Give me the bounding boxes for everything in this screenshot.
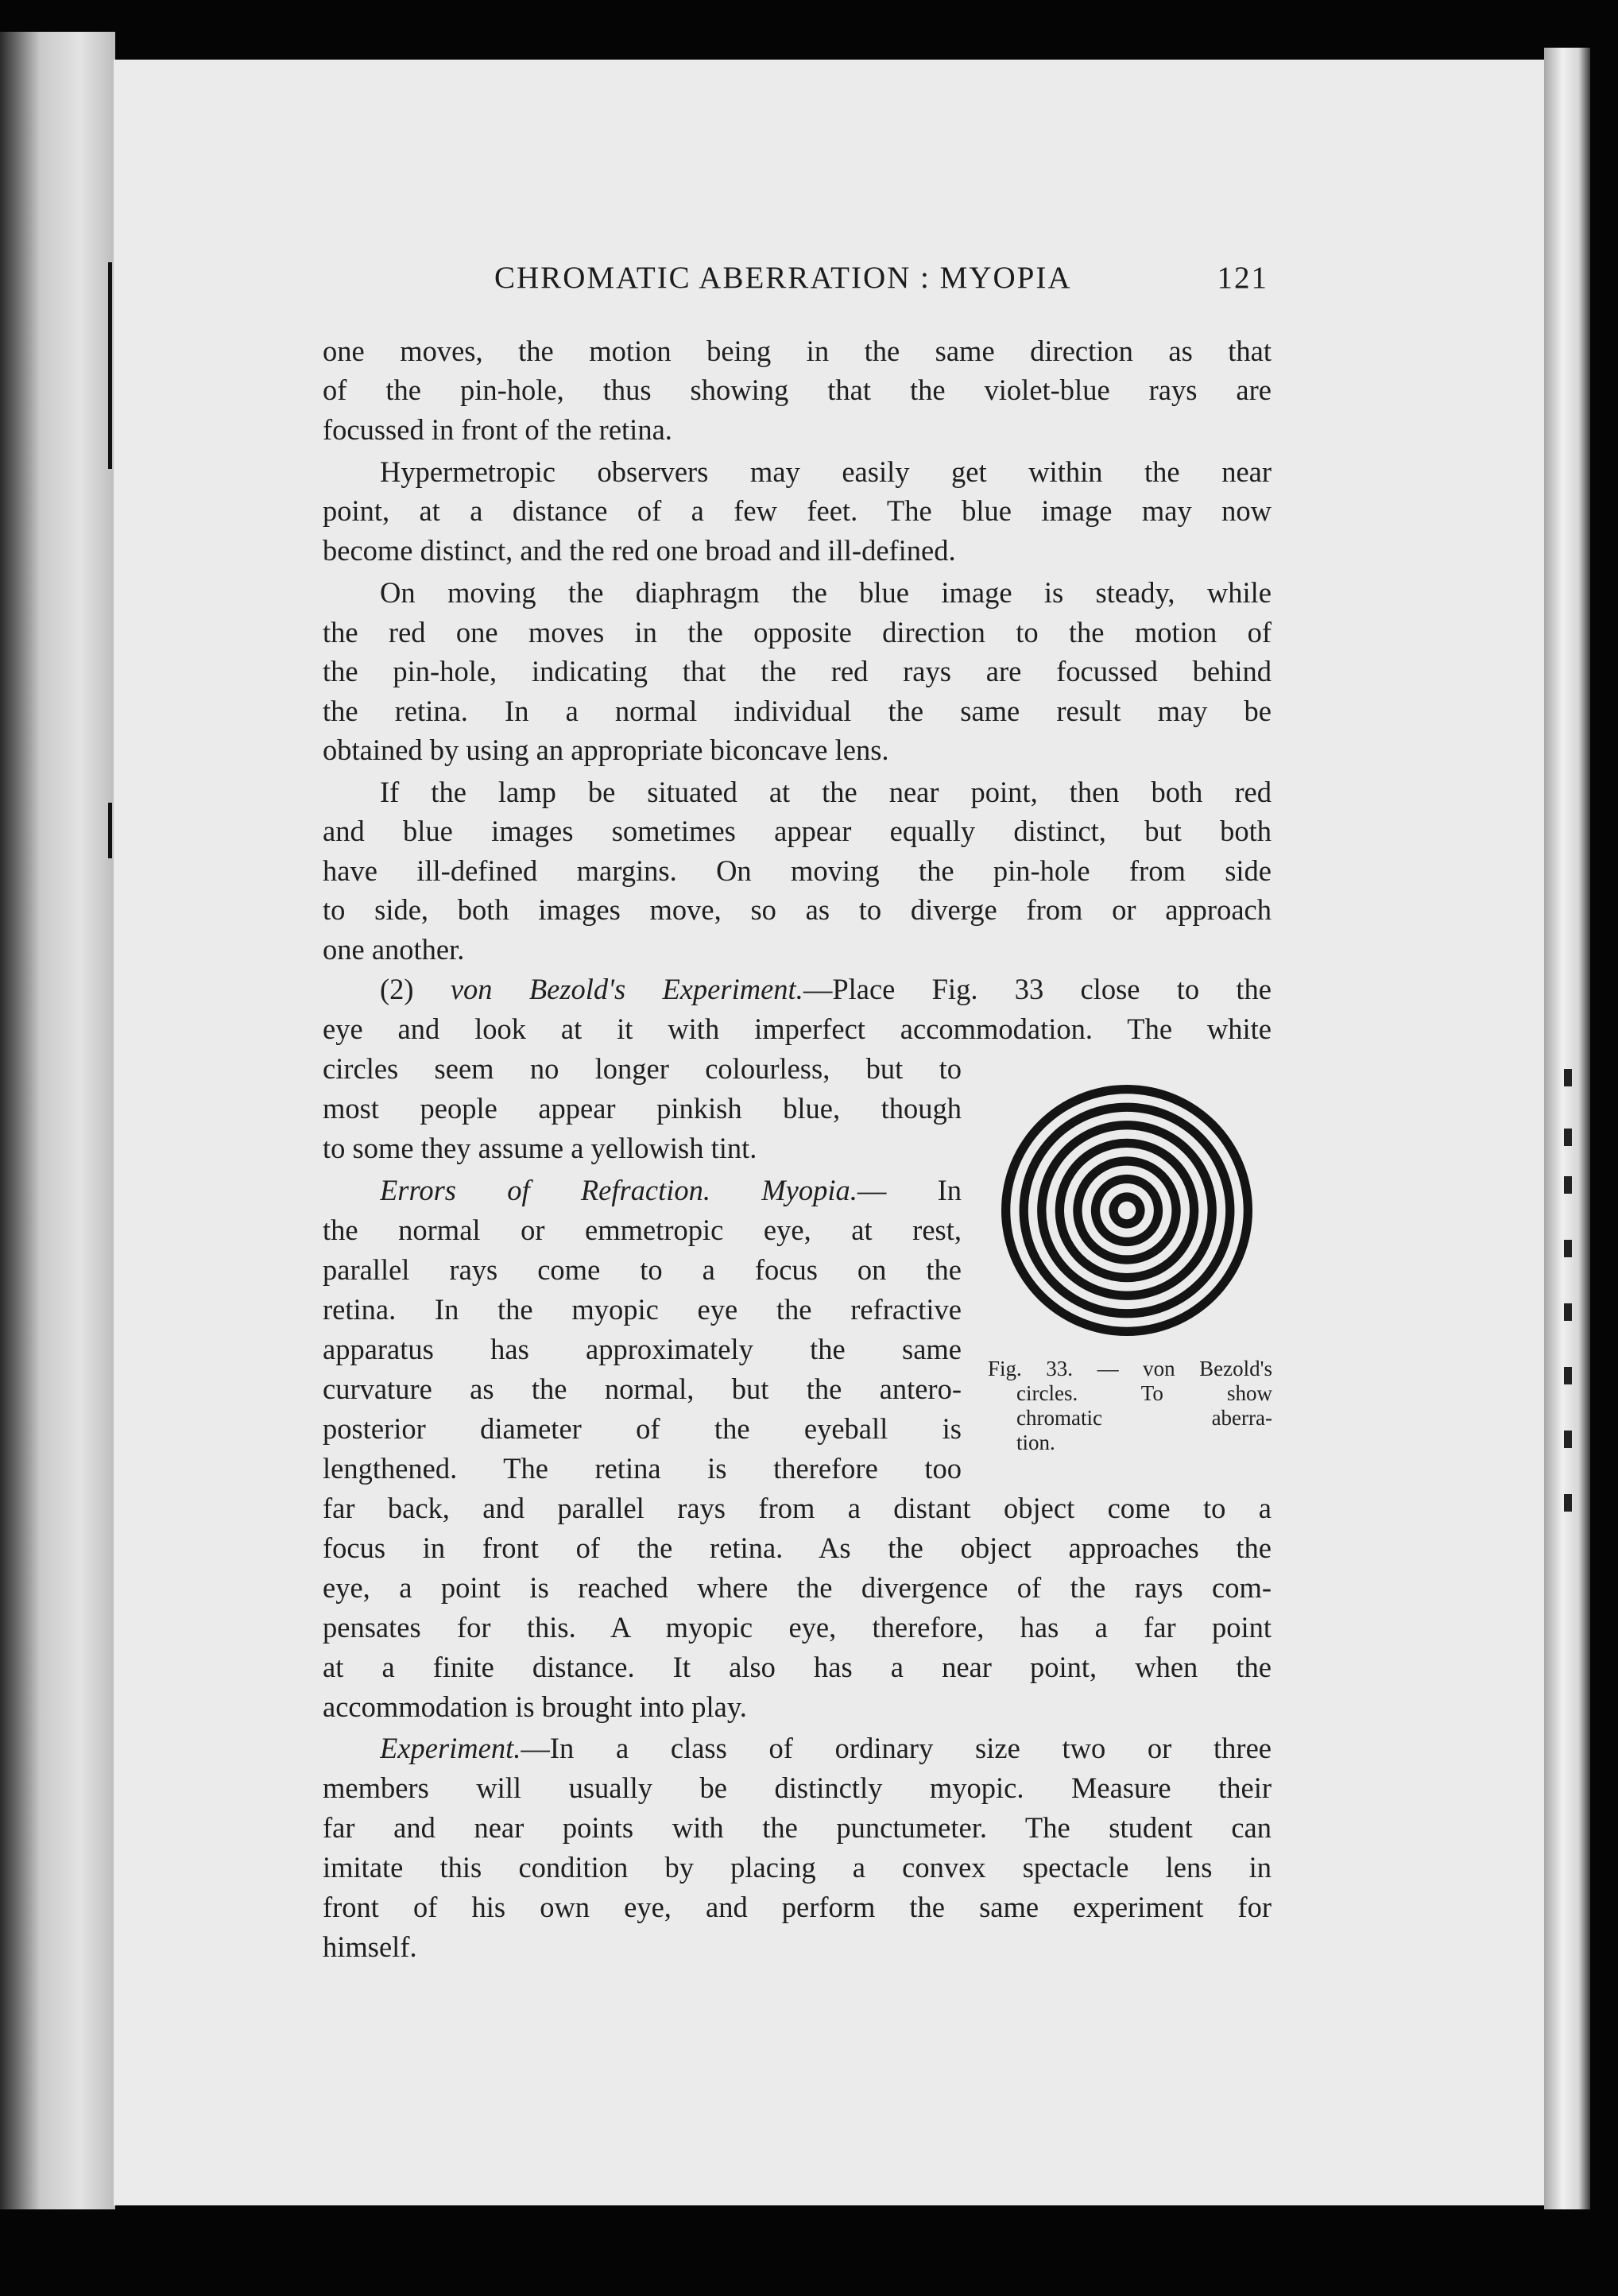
body-line: the pin-hole, indicating that the red rays are focussed behind — [323, 655, 1272, 687]
paragraph-number: (2) — [380, 973, 414, 1005]
body-text: —Place Fig. 33 close to the — [803, 973, 1272, 1005]
body-line: himself. — [323, 1930, 417, 1963]
body-line: focus in front of the retina. As the object approaches the — [323, 1531, 1272, 1564]
body-line: Hypermetropic observers may easily get within the near — [380, 455, 1272, 488]
body-text: — In — [857, 1174, 962, 1206]
caption-line: circles. To show — [1016, 1381, 1272, 1405]
binding-shadow — [108, 803, 112, 858]
body-line: most people appear pinkish blue, though — [323, 1092, 962, 1125]
body-line: the retina. In a normal individual the same result may be — [323, 695, 1272, 727]
running-title: CHROMATIC ABERRATION : MYOPIA — [494, 261, 1072, 295]
body-line: focussed in front of the retina. — [323, 413, 672, 446]
body-line: If the lamp be situated at the near point, then both red — [380, 776, 1272, 808]
edge-tick — [1564, 1367, 1572, 1384]
body-line: apparatus has approximately the same — [323, 1333, 962, 1365]
body-line: retina. In the myopic eye the refractive — [323, 1293, 962, 1326]
experiment-paragraph-first-line — [380, 1730, 1272, 1767]
body-line: of the pin-hole, thus showing that the violet-blue rays are — [323, 374, 1272, 406]
body-line: accommodation is brought into play. — [323, 1690, 747, 1723]
body-line: point, at a distance of a few feet. The blue image may now — [323, 494, 1272, 527]
section-heading: Experiment. — [380, 1732, 521, 1764]
edge-tick — [1564, 1431, 1572, 1448]
figure-caption — [988, 1357, 1272, 1455]
body-line: to side, both images move, so as to diverge from or approach — [323, 893, 1272, 926]
body-line: imitate this condition by placing a convex spectacle lens in — [323, 1851, 1272, 1884]
edge-tick — [1564, 1240, 1572, 1257]
section-heading: Errors of Refraction. Myopia. — [380, 1174, 857, 1206]
body-line: lengthened. The retina is therefore too — [323, 1452, 962, 1485]
edge-tick — [1564, 1176, 1572, 1194]
body-line: eye, a point is reached where the divergence of the rays com- — [323, 1571, 1272, 1604]
edge-tick — [1564, 1494, 1572, 1512]
caption-line: Fig. 33. — von Bezold's — [988, 1357, 1272, 1380]
body-line: one another. — [323, 933, 465, 966]
body-line: circles seem no longer colourless, but to — [323, 1052, 962, 1085]
body-line: On moving the diaphragm the blue image is steady, while — [380, 576, 1272, 609]
myopia-paragraph-first-line — [380, 1172, 962, 1209]
caption-line: chromatic aberra- — [1016, 1406, 1272, 1430]
body-line: curvature as the normal, but the antero- — [323, 1373, 962, 1405]
body-line: obtained by using an appropriate biconcave lens. — [323, 734, 889, 766]
body-line: front of his own eye, and perform the same experiment for — [323, 1891, 1272, 1923]
edge-tick — [1564, 1069, 1572, 1086]
body-text: —In a class of ordinary size two or three — [521, 1732, 1272, 1764]
page-number: 121 — [1217, 261, 1268, 295]
bezold-circles-figure — [1000, 1083, 1254, 1338]
body-line: posterior diameter of the eyeball is — [323, 1412, 962, 1445]
body-line: one moves, the motion being in the same direction as that — [323, 335, 1272, 367]
body-line: have ill-defined margins. On moving the pin-hole from side — [323, 854, 1272, 887]
body-line: the normal or emmetropic eye, at rest, — [323, 1214, 962, 1246]
body-line: the red one moves in the opposite direction to the motion of — [323, 616, 1272, 649]
edge-tick — [1564, 1303, 1572, 1321]
body-line: parallel rays come to a focus on the — [323, 1253, 962, 1286]
concentric-circles — [1000, 1083, 1254, 1338]
running-head — [494, 260, 1273, 301]
section-heading: von Bezold's Experiment. — [450, 973, 803, 1005]
body-line: pensates for this. A myopic eye, therefore, has a far point — [323, 1611, 1272, 1644]
caption-line: tion. — [1016, 1431, 1055, 1454]
body-line: far back, and parallel rays from a distant object come to a — [323, 1492, 1272, 1524]
left-page-edge — [0, 32, 115, 2209]
body-line: far and near points with the punctumeter. The student can — [323, 1811, 1272, 1844]
light-ring — [1118, 1202, 1136, 1220]
body-line: to some they assume a yellowish tint. — [323, 1132, 757, 1164]
binding-shadow — [108, 262, 112, 469]
body-line: eye and look at it with imperfect accommodation. The white — [323, 1012, 1272, 1045]
body-line: at a finite distance. It also has a near point, when the — [323, 1651, 1272, 1683]
edge-tick — [1564, 1129, 1572, 1146]
bezold-paragraph-first-line — [380, 971, 1272, 1008]
body-line: members will usually be distinctly myopic. Measure their — [323, 1771, 1272, 1804]
body-line: and blue images sometimes appear equally distinct, but both — [323, 815, 1272, 847]
body-line: become distinct, and the red one broad and ill-defined. — [323, 534, 956, 567]
